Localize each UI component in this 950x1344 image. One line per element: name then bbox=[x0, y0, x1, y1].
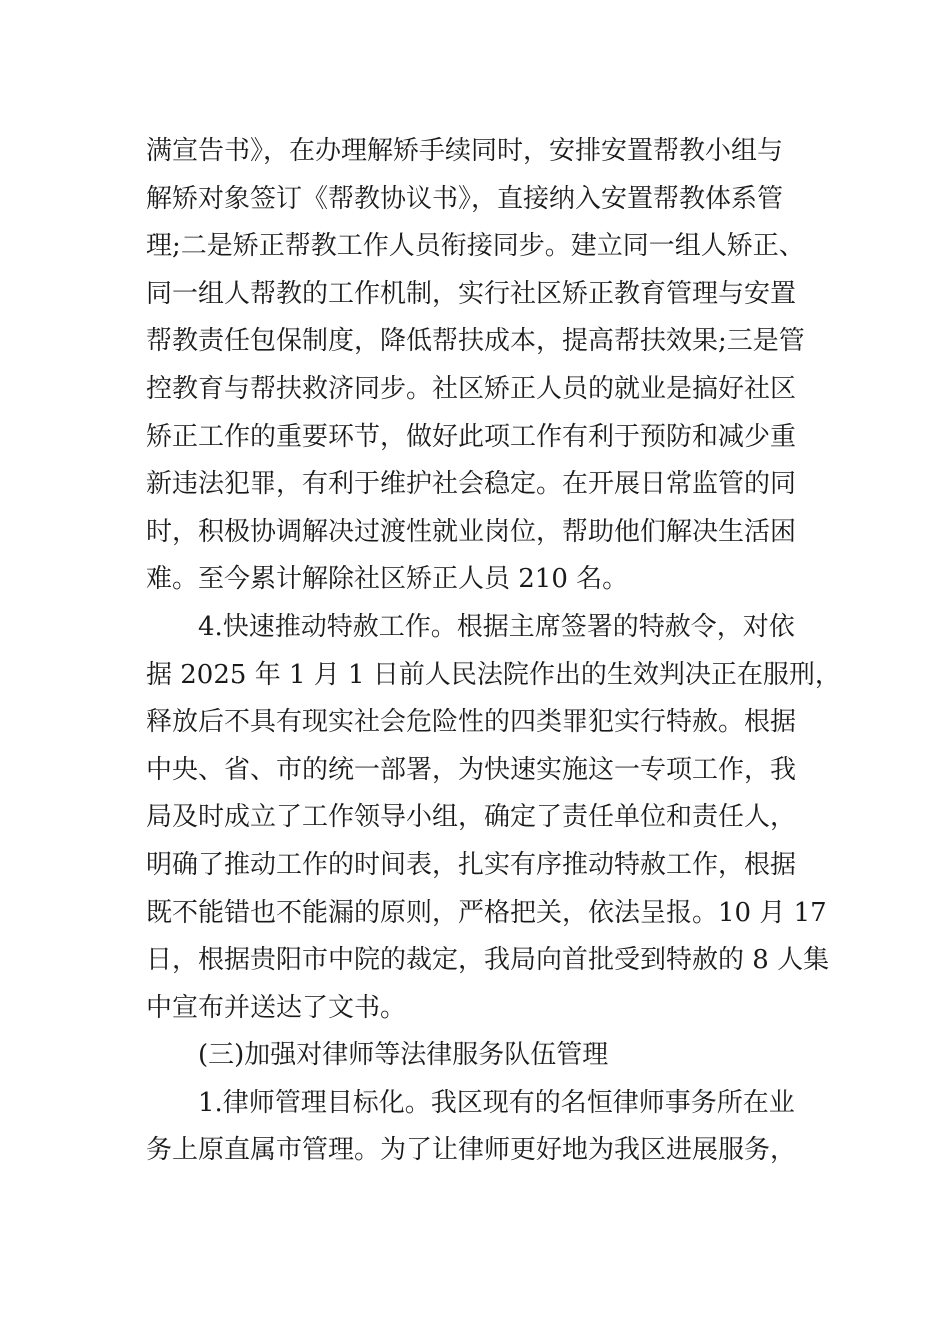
paragraph-start-line: 4.快速推动特赦工作。根据主席签署的特赦令，对依 bbox=[198, 611, 795, 642]
text-line: 据 2025 年 1 月 1 日前人民法院作出的生效判决正在服刑， bbox=[146, 659, 841, 690]
text-line: 矫正工作的重要环节，做好此项工作有利于预防和减少重 bbox=[146, 421, 797, 452]
text-line: 同一组人帮教的工作机制，实行社区矫正教育管理与安置 bbox=[146, 278, 797, 309]
text-line: 日，根据贵阳市中院的裁定，我局向首批受到特赦的 8 人集 bbox=[146, 945, 830, 976]
paragraph-start-line: 1.律师管理目标化。我区现有的名恒律师事务所在业 bbox=[198, 1087, 795, 1118]
text-line: 时，积极协调解决过渡性就业岗位，帮助他们解决生活困 bbox=[146, 516, 797, 547]
text-line: 既不能错也不能漏的原则，严格把关，依法呈报。10 月 17 bbox=[146, 897, 827, 928]
section-heading: (三)加强对律师等法律服务队伍管理 bbox=[198, 1040, 609, 1071]
text-line: 局及时成立了工作领导小组，确定了责任单位和责任人， bbox=[146, 802, 797, 833]
text-line: 帮教责任包保制度，降低帮扶成本，提高帮扶效果;三是管 bbox=[146, 326, 805, 357]
text-line: 中宣布并送达了文书。 bbox=[146, 992, 407, 1023]
text-line: 控教育与帮扶救济同步。社区矫正人员的就业是搞好社区 bbox=[146, 373, 797, 404]
text-line: 释放后不具有现实社会危险性的四类罪犯实行特赦。根据 bbox=[146, 707, 797, 738]
document-body bbox=[146, 128, 841, 1175]
text-line: 理;二是矫正帮教工作人员衔接同步。建立同一组人矫正、 bbox=[146, 231, 805, 262]
text-line: 中央、省、市的统一部署，为快速实施这一专项工作，我 bbox=[146, 754, 797, 785]
text-line: 务上原直属市管理。为了让律师更好地为我区进展服务， bbox=[146, 1135, 797, 1166]
text-line: 新违法犯罪，有利于维护社会稳定。在开展日常监管的同 bbox=[146, 469, 797, 500]
text-line: 满宣告书》，在办理解矫手续同时，安排安置帮教小组与 bbox=[146, 136, 784, 166]
text-line: 难。至今累计解除社区矫正人员 210 名。 bbox=[146, 564, 629, 595]
text-line: 解矫对象签订《帮教协议书》，直接纳入安置帮教体系管 bbox=[146, 183, 784, 214]
text-line: 明确了推动工作的时间表，扎实有序推动特赦工作，根据 bbox=[146, 849, 797, 880]
